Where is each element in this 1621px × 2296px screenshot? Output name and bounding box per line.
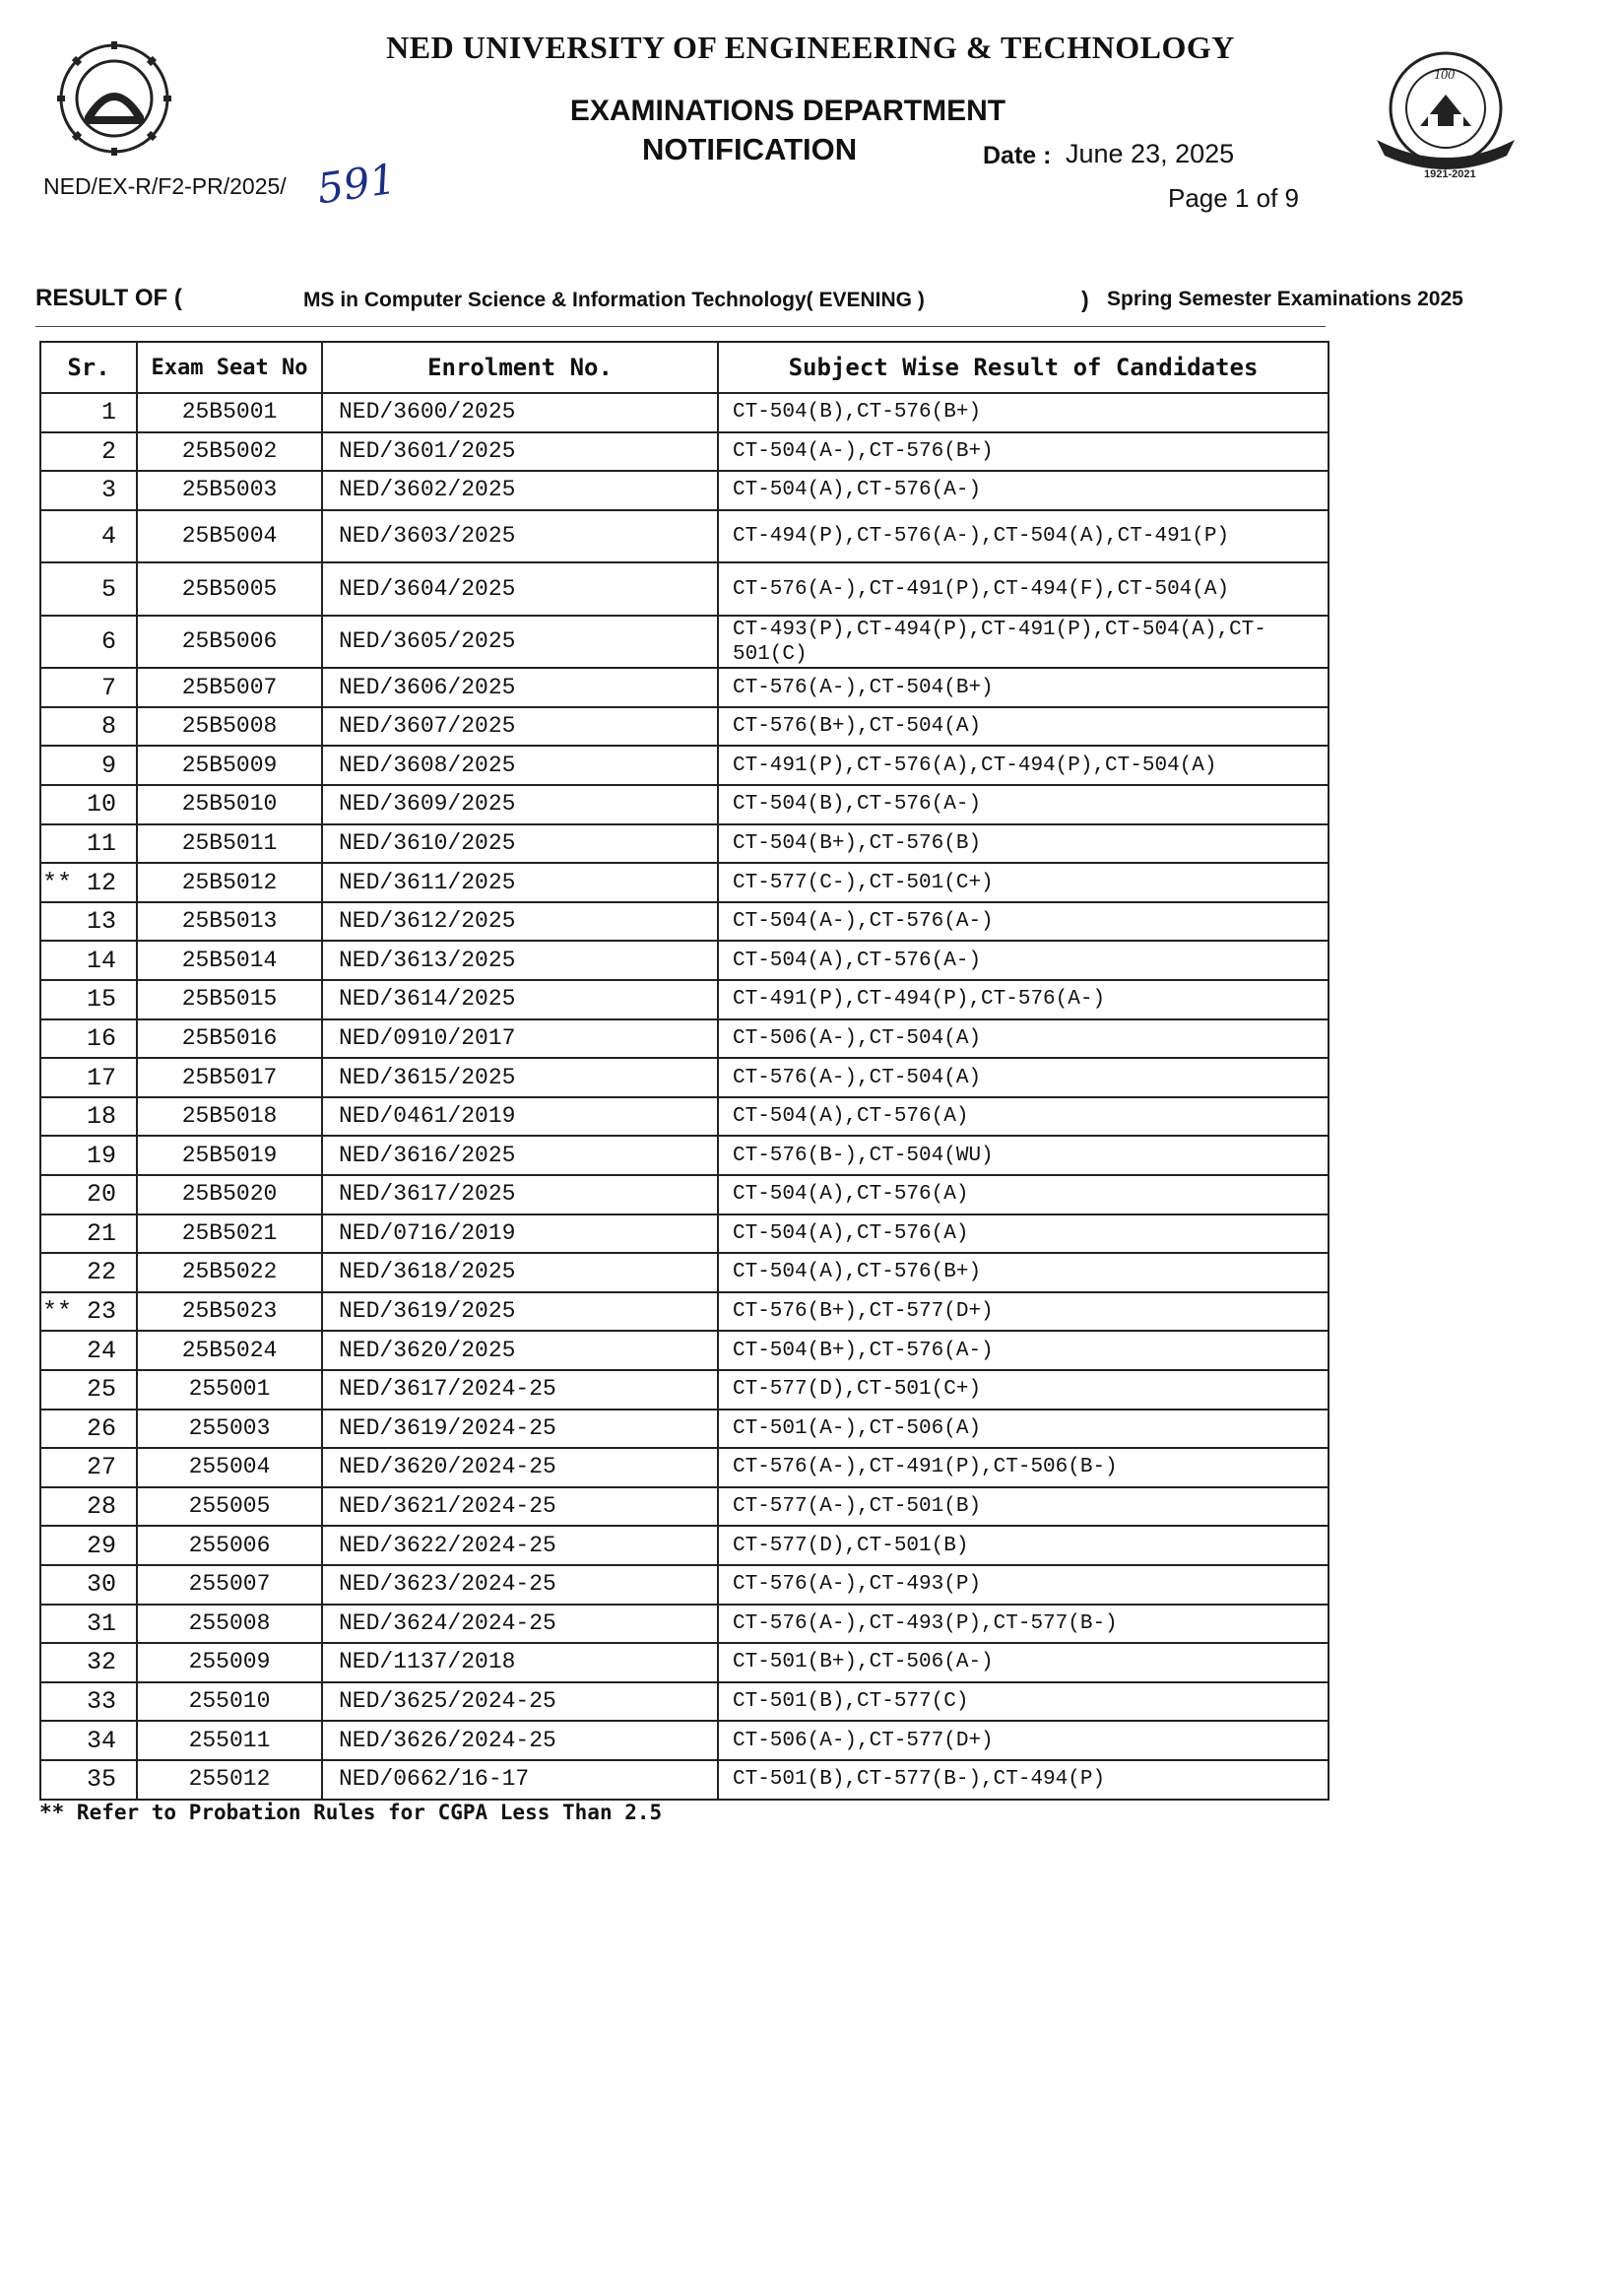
exam-seat-cell: 255006 [137,1526,322,1565]
enrolment-cell: NED/3625/2024-25 [322,1682,718,1722]
table-row [40,1448,1329,1487]
subject-result-cell: CT-576(A-),CT-493(P),CT-577(B-) [718,1605,1329,1644]
serial-cell: 16 [40,1019,137,1059]
subject-result-cell: CT-506(A-),CT-504(A) [718,1019,1329,1059]
enrolment-cell: NED/3608/2025 [322,746,718,785]
table-row [40,941,1329,980]
enrolment-cell: NED/0910/2017 [322,1019,718,1059]
table-row [40,1682,1329,1722]
serial-cell: 24 [40,1331,137,1370]
enrolment-cell: NED/3605/2025 [322,616,718,669]
enrolment-cell: NED/3623/2024-25 [322,1565,718,1605]
serial-cell: 15 [40,980,137,1019]
semester-name: Spring Semester Examinations 2025 [1107,288,1463,310]
table-row [40,863,1329,902]
enrolment-cell: NED/3607/2025 [322,707,718,747]
column-header-result: Subject Wise Result of Candidates [718,342,1329,393]
subject-result-cell: CT-576(A-),CT-504(A) [718,1058,1329,1097]
table-row [40,707,1329,747]
enrolment-cell: NED/3624/2024-25 [322,1605,718,1644]
closing-parenthesis: ) [1081,287,1089,312]
table-row [40,1526,1329,1565]
university-name: NED UNIVERSITY OF ENGINEERING & TECHNOLOGY [386,30,1235,65]
subject-result-cell: CT-501(B),CT-577(B-),CT-494(P) [718,1760,1329,1800]
table-row [40,1760,1329,1800]
exam-seat-cell: 255009 [137,1643,322,1682]
subject-result-cell: CT-504(B+),CT-576(B) [718,824,1329,864]
subject-result-cell: CT-504(B+),CT-576(A-) [718,1331,1329,1370]
enrolment-cell: NED/3606/2025 [322,668,718,707]
enrolment-cell: NED/3604/2025 [322,562,718,616]
table-row [40,980,1329,1019]
table-row [40,1565,1329,1605]
exam-seat-cell: 255010 [137,1682,322,1722]
serial-cell: 1 [40,393,137,432]
table-row [40,902,1329,942]
exam-seat-cell: 25B5002 [137,432,322,472]
subject-result-cell: CT-504(A-),CT-576(B+) [718,432,1329,472]
table-row [40,1097,1329,1137]
table-row [40,1136,1329,1175]
subject-result-cell: CT-504(A),CT-576(A) [718,1175,1329,1214]
subject-result-cell: CT-504(B),CT-576(A-) [718,785,1329,824]
exam-seat-cell: 25B5017 [137,1058,322,1097]
subject-result-cell: CT-504(B),CT-576(B+) [718,393,1329,432]
table-row [40,1292,1329,1332]
exam-seat-cell: 25B5012 [137,863,322,902]
serial-cell: 10 [40,785,137,824]
column-header-seat: Exam Seat No [137,342,322,393]
serial-cell: ** 23 [40,1292,137,1332]
serial-cell: 18 [40,1097,137,1137]
enrolment-cell: NED/3602/2025 [322,471,718,510]
enrolment-cell: NED/3620/2024-25 [322,1448,718,1487]
table-row [40,562,1329,616]
subject-result-cell: CT-501(B+),CT-506(A-) [718,1643,1329,1682]
exam-seat-cell: 25B5008 [137,707,322,747]
table-row [40,1487,1329,1527]
subject-result-cell: CT-506(A-),CT-577(D+) [718,1721,1329,1760]
serial-cell: 31 [40,1605,137,1644]
result-of-label: RESULT OF ( [35,285,182,311]
column-header-sr: Sr. [40,342,137,393]
exam-seat-cell: 25B5018 [137,1097,322,1137]
exam-seat-cell: 255011 [137,1721,322,1760]
serial-cell: 22 [40,1253,137,1292]
serial-cell: 4 [40,510,137,563]
subject-result-cell: CT-491(P),CT-576(A),CT-494(P),CT-504(A) [718,746,1329,785]
enrolment-cell: NED/3601/2025 [322,432,718,472]
serial-cell: 34 [40,1721,137,1760]
enrolment-cell: NED/3610/2025 [322,824,718,864]
serial-cell: 13 [40,902,137,942]
serial-cell: 33 [40,1682,137,1722]
handwritten-reference-number: 591 [313,154,400,214]
notification-title: NOTIFICATION [642,132,858,166]
enrolment-cell: NED/3622/2024-25 [322,1526,718,1565]
table-row [40,1253,1329,1292]
subject-result-cell: CT-504(A),CT-576(A-) [718,471,1329,510]
serial-cell: 6 [40,616,137,669]
serial-cell: 11 [40,824,137,864]
serial-cell: 30 [40,1565,137,1605]
table-row [40,1331,1329,1370]
table-row [40,746,1329,785]
enrolment-cell: NED/0662/16-17 [322,1760,718,1800]
exam-seat-cell: 25B5005 [137,562,322,616]
enrolment-cell: NED/3620/2025 [322,1331,718,1370]
program-name: MS in Computer Science & Information Technology( EVENING ) [303,289,925,311]
enrolment-cell: NED/3616/2025 [322,1136,718,1175]
table-body [40,393,1329,1800]
subject-result-cell: CT-576(A-),CT-493(P) [718,1565,1329,1605]
enrolment-cell: NED/3626/2024-25 [322,1721,718,1760]
exam-seat-cell: 25B5015 [137,980,322,1019]
table-row [40,1410,1329,1449]
svg-text:1921-2021: 1921-2021 [1424,168,1476,180]
subject-result-cell: CT-576(B-),CT-504(WU) [718,1136,1329,1175]
enrolment-cell: NED/3603/2025 [322,510,718,563]
exam-seat-cell: 255001 [137,1370,322,1410]
subject-result-cell: CT-504(A),CT-576(A-) [718,941,1329,980]
subject-result-cell: CT-504(A-),CT-576(A-) [718,902,1329,942]
serial-cell: 35 [40,1760,137,1800]
page-number: Page 1 of 9 [1168,183,1299,213]
serial-cell: ** 12 [40,863,137,902]
department-title: EXAMINATIONS DEPARTMENT [569,95,1006,127]
subject-result-cell: CT-576(A-),CT-491(P),CT-506(B-) [718,1448,1329,1487]
enrolment-cell: NED/0716/2019 [322,1214,718,1254]
enrolment-cell: NED/3617/2025 [322,1175,718,1214]
table-row [40,1214,1329,1254]
table-row [40,510,1329,563]
subject-result-cell: CT-576(B+),CT-504(A) [718,707,1329,747]
exam-seat-cell: 255007 [137,1565,322,1605]
enrolment-cell: NED/3615/2025 [322,1058,718,1097]
reference-number: NED/EX-R/F2-PR/2025/ [43,173,287,199]
subject-result-cell: CT-577(C-),CT-501(C+) [718,863,1329,902]
serial-cell: 28 [40,1487,137,1527]
serial-cell: 3 [40,471,137,510]
serial-cell: 20 [40,1175,137,1214]
subject-result-cell: CT-576(A-),CT-504(B+) [718,668,1329,707]
table-row [40,1175,1329,1214]
serial-cell: 27 [40,1448,137,1487]
serial-cell: 2 [40,432,137,472]
table-row [40,1019,1329,1059]
exam-seat-cell: 25B5003 [137,471,322,510]
enrolment-cell: NED/3600/2025 [322,393,718,432]
subject-result-cell: CT-504(A),CT-576(A) [718,1097,1329,1137]
enrolment-cell: NED/3609/2025 [322,785,718,824]
table-row [40,1721,1329,1760]
table-row [40,1605,1329,1644]
exam-seat-cell: 255004 [137,1448,322,1487]
table-row [40,393,1329,432]
exam-seat-cell: 25B5011 [137,824,322,864]
serial-cell: 32 [40,1643,137,1682]
exam-seat-cell: 25B5022 [137,1253,322,1292]
date-value: June 23, 2025 [1066,139,1235,168]
exam-seat-cell: 25B5006 [137,616,322,669]
subject-result-cell: CT-504(A),CT-576(A) [718,1214,1329,1254]
subject-result-cell: CT-501(B),CT-577(C) [718,1682,1329,1722]
date-label: Date : [983,142,1052,169]
table-row [40,616,1329,669]
table-row [40,785,1329,824]
enrolment-cell: NED/3621/2024-25 [322,1487,718,1527]
results-table [39,341,1329,1801]
serial-cell: 5 [40,562,137,616]
exam-seat-cell: 255003 [137,1410,322,1449]
subject-result-cell: CT-577(D),CT-501(C+) [718,1370,1329,1410]
enrolment-cell: NED/3619/2025 [322,1292,718,1332]
serial-cell: 26 [40,1410,137,1449]
serial-cell: 29 [40,1526,137,1565]
enrolment-cell: NED/0461/2019 [322,1097,718,1137]
table-row [40,471,1329,510]
exam-seat-cell: 25B5016 [137,1019,322,1059]
serial-cell: 21 [40,1214,137,1254]
serial-cell: 25 [40,1370,137,1410]
exam-seat-cell: 25B5020 [137,1175,322,1214]
enrolment-cell: NED/3611/2025 [322,863,718,902]
exam-seat-cell: 25B5014 [137,941,322,980]
subject-result-cell: CT-576(B+),CT-577(D+) [718,1292,1329,1332]
header-divider [35,326,1326,327]
table-header-row [40,342,1329,393]
subject-result-cell: CT-494(P),CT-576(A-),CT-504(A),CT-491(P) [718,510,1329,563]
subject-result-cell: CT-504(A),CT-576(B+) [718,1253,1329,1292]
exam-seat-cell: 25B5023 [137,1292,322,1332]
exam-seat-cell: 255008 [137,1605,322,1644]
exam-seat-cell: 25B5004 [137,510,322,563]
exam-seat-cell: 25B5007 [137,668,322,707]
table-row [40,1643,1329,1682]
enrolment-cell: NED/3617/2024-25 [322,1370,718,1410]
serial-cell: 7 [40,668,137,707]
table-row [40,1370,1329,1410]
subject-result-cell: CT-501(A-),CT-506(A) [718,1410,1329,1449]
subject-result-cell: CT-493(P),CT-494(P),CT-491(P),CT-504(A),CT-501(C) [718,616,1329,669]
enrolment-cell: NED/3613/2025 [322,941,718,980]
subject-result-cell: CT-491(P),CT-494(P),CT-576(A-) [718,980,1329,1019]
enrolment-cell: NED/3614/2025 [322,980,718,1019]
exam-seat-cell: 25B5013 [137,902,322,942]
column-header-enrolment: Enrolment No. [322,342,718,393]
subject-result-cell: CT-577(D),CT-501(B) [718,1526,1329,1565]
exam-seat-cell: 25B5009 [137,746,322,785]
enrolment-cell: NED/3618/2025 [322,1253,718,1292]
exam-seat-cell: 255005 [137,1487,322,1527]
table-row [40,1058,1329,1097]
serial-cell: 8 [40,707,137,747]
enrolment-cell: NED/3612/2025 [322,902,718,942]
probation-footnote: ** Refer to Probation Rules for CGPA Less Than 2.5 [39,1801,663,1824]
exam-seat-cell: 255012 [137,1760,322,1800]
serial-cell: 17 [40,1058,137,1097]
exam-seat-cell: 25B5021 [137,1214,322,1254]
exam-seat-cell: 25B5019 [137,1136,322,1175]
exam-seat-cell: 25B5010 [137,785,322,824]
subject-result-cell: CT-577(A-),CT-501(B) [718,1487,1329,1527]
exam-seat-cell: 25B5001 [137,393,322,432]
table-row [40,668,1329,707]
subject-result-cell: CT-576(A-),CT-491(P),CT-494(F),CT-504(A) [718,562,1329,616]
svg-text:100: 100 [1434,68,1455,83]
serial-cell: 14 [40,941,137,980]
serial-cell: 19 [40,1136,137,1175]
exam-seat-cell: 25B5024 [137,1331,322,1370]
enrolment-cell: NED/3619/2024-25 [322,1410,718,1449]
enrolment-cell: NED/1137/2018 [322,1643,718,1682]
table-row [40,432,1329,472]
serial-cell: 9 [40,746,137,785]
table-row [40,824,1329,864]
